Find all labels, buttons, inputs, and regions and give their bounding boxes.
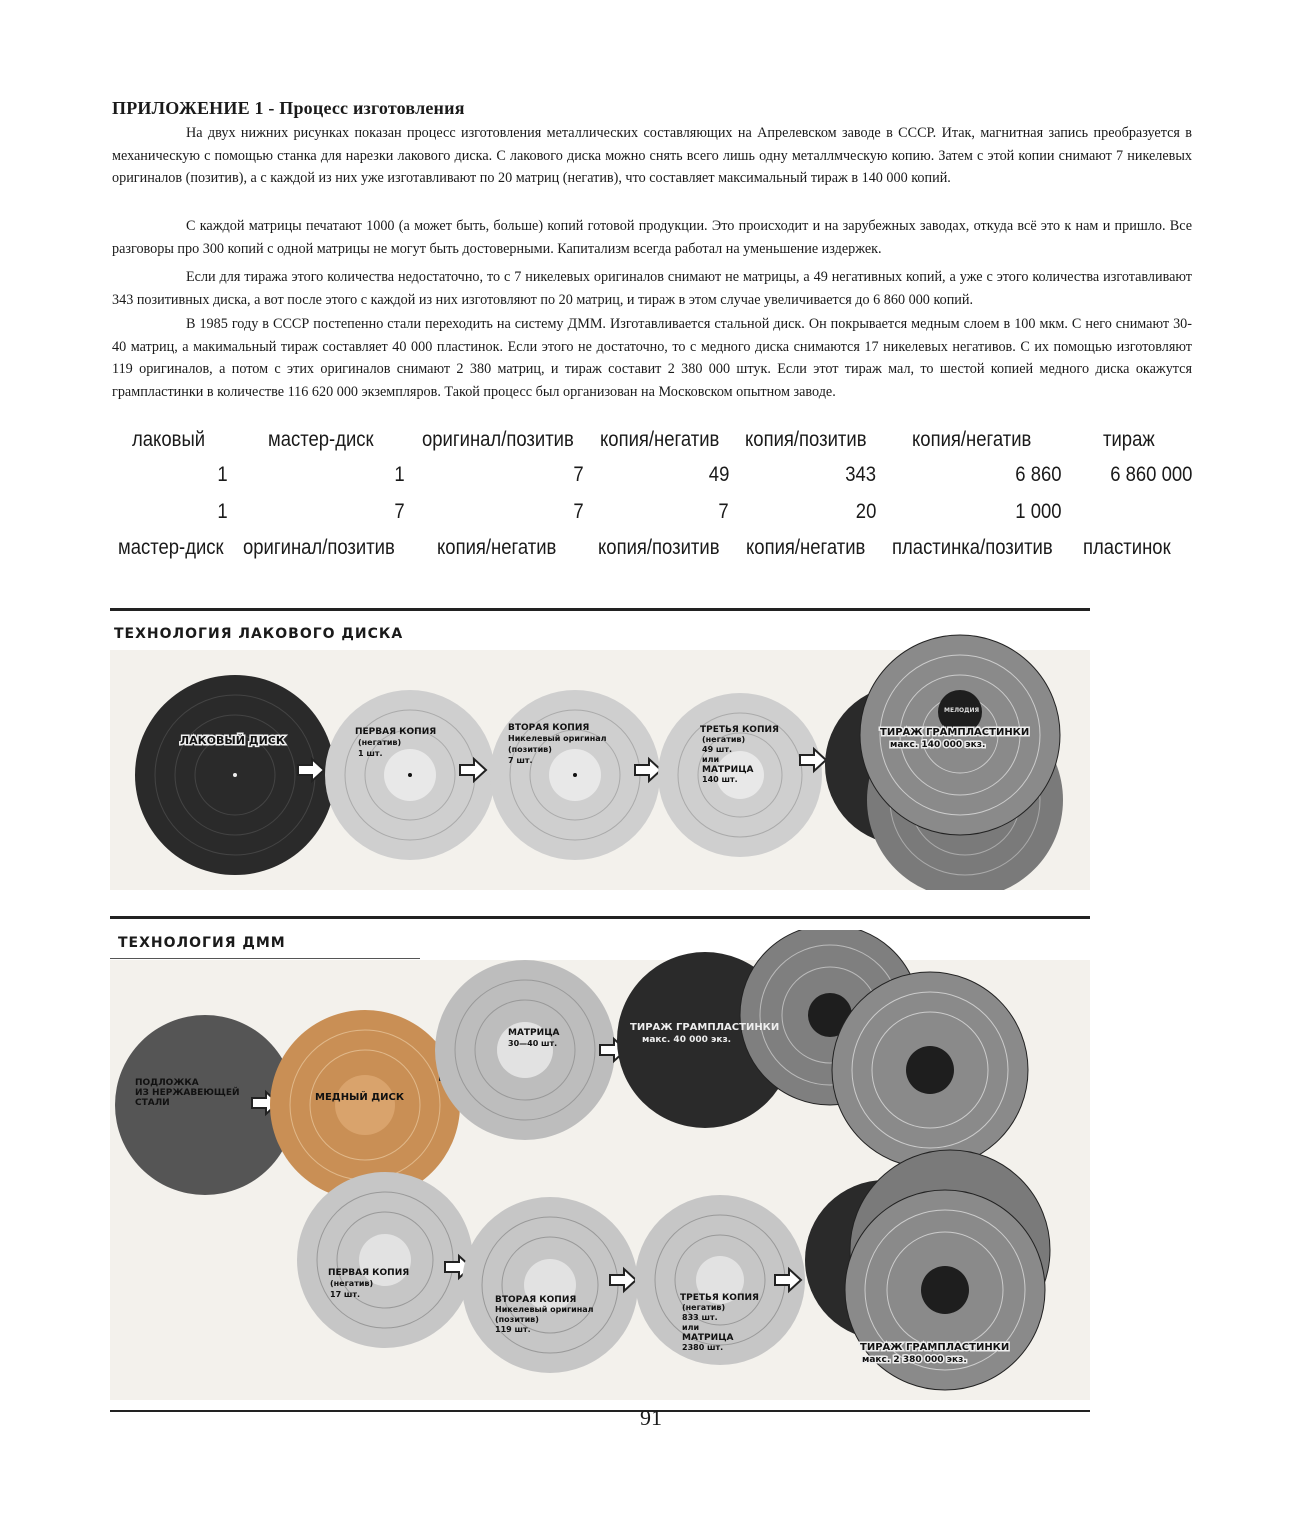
dmm-copy2-label: ВТОРАЯ КОПИЯ	[495, 1295, 577, 1305]
disc-dmm-copy1	[297, 1172, 473, 1348]
table-cell: 6 860 000	[1109, 463, 1192, 486]
figure1-diagram	[110, 620, 1090, 890]
copy2-label: ВТОРАЯ КОПИЯ	[508, 723, 590, 733]
dmm-copy1-label: ПЕРВАЯ КОПИЯ	[328, 1268, 410, 1278]
table-cell: 1	[394, 463, 405, 486]
paragraph-2: С каждой матрицы печатают 1000 (а может быть, больше) копий готовой продукции. Это происходит и на зарубежных заводах, откуда всё это к нам и пришло. Все разговоры про 300 копий с одной матрицы не могут быть достоверными. Капитализм всегда работал на уменьшение издержек.	[112, 218, 1192, 257]
table-cell: 1 000	[1015, 500, 1062, 523]
table-header-bottom	[0, 536, 1302, 570]
label-brand: МЕЛОДИЯ	[944, 707, 980, 714]
copy3-matrix-qty: 140 шт.	[702, 775, 738, 784]
table-cell: 1	[217, 500, 228, 523]
table-cell: пластинка/позитив	[892, 536, 1053, 559]
dmm-copy3-matrix: МАТРИЦА	[682, 1333, 734, 1343]
copy2-sub2: (позитив)	[508, 745, 552, 754]
substrate-label3: СТАЛИ	[135, 1098, 170, 1108]
run1-qty: макс. 40 000 экз.	[642, 1035, 732, 1045]
table-cell: 7	[573, 500, 584, 523]
run-qty: макс. 140 000 экз.	[890, 740, 986, 750]
table-cell: пластинок	[1083, 536, 1171, 559]
table-cell: оригинал/позитив	[243, 536, 395, 559]
copy3-sub: (негатив)	[702, 735, 746, 744]
paragraph-4: В 1985 году в СССР постепенно стали переходить на систему ДММ. Изготавливается стальной диск. Он покрывается медным слоем в 100 мкм. С него снимают 30-40 матриц, а макимальный тираж составляет 40 000 пластинок. Если этого не достаточно, то с медного диска снимаются 17 никелевых негативов. С их помощью изготовляют 119 оригиналов, а потом с этих оригиналов снимают 2 380 матриц, и тираж составит 2 380 000 штук. Если этот тираж мал, то шестой копией медного диска окажутся грампластинки в количестве 116 620 000 экземпляров. Такой процесс был организован на Московском опытном заводе.	[112, 316, 1192, 400]
dmm-copy2-sub2: (позитив)	[495, 1315, 539, 1324]
figure2-title: ТЕХНОЛОГИЯ ДММ	[118, 935, 286, 951]
table-cell: 343	[845, 463, 876, 486]
copy3-qty: 49 шт.	[702, 745, 733, 754]
run1-label: ТИРАЖ ГРАМПЛАСТИНКИ	[630, 1022, 780, 1033]
table-cell: 20	[855, 500, 876, 523]
copy3-or: или	[702, 755, 720, 764]
copy2-qty: 7 шт.	[508, 756, 533, 765]
table-cell: 7	[394, 500, 405, 523]
table-row-2	[0, 500, 1302, 534]
disc-matrix	[435, 960, 615, 1140]
copy1-sub: (негатив)	[358, 738, 402, 747]
table-cell: 49	[708, 463, 729, 486]
copy1-label: ПЕРВАЯ КОПИЯ	[355, 727, 437, 737]
figure2-diagram	[110, 930, 1090, 1400]
table-cell: тираж	[1103, 428, 1155, 451]
run2-qty: макс. 2 380 000 экз.	[862, 1355, 967, 1365]
dmm-copy3-matrix-qty: 2380 шт.	[682, 1343, 724, 1352]
dmm-copy3-label: ТРЕТЬЯ КОПИЯ	[680, 1293, 759, 1303]
copper-label: МЕДНЫЙ ДИСК	[315, 1092, 405, 1103]
matrix-label: МАТРИЦА	[508, 1028, 560, 1038]
table-cell: копия/негатив	[600, 428, 720, 451]
table-cell: 6 860	[1015, 463, 1062, 486]
dmm-copy3-or: или	[682, 1323, 700, 1332]
paragraph-3: Если для тиража этого количества недостаточно, то с 7 никелевых оригиналов снимают не матрицы, а 49 негативных копий, а уже с этого количества изготавливают 343 позитивных диска, а вот после этого с каждой из них изготовляют по 20 матриц, и тираж в этом случае увеличивается до 6 860 000 копий.	[112, 269, 1192, 308]
copy1-qty: 1 шт.	[358, 749, 383, 758]
run-label: ТИРАЖ ГРАМПЛАСТИНКИ	[880, 727, 1030, 738]
dmm-copy2-sub: Никелевый оригинал	[495, 1305, 594, 1314]
table-cell: 7	[573, 463, 584, 486]
table-cell: мастер-диск	[268, 428, 374, 451]
disc-copy3	[658, 693, 822, 857]
dmm-copy3-sub: (негатив)	[682, 1303, 726, 1312]
disc-copper	[270, 1010, 460, 1200]
figure1-top-rule	[110, 608, 1090, 611]
disc-lacquer-label: ЛАКОВЫЙ ДИСК	[180, 734, 285, 747]
table-cell: 1	[217, 463, 228, 486]
copy3-label: ТРЕТЬЯ КОПИЯ	[700, 725, 779, 735]
substrate-label2: ИЗ НЕРЖАВЕЮЩЕЙ	[135, 1088, 240, 1098]
copy3-matrix: МАТРИЦА	[702, 765, 754, 775]
dmm-copy2-qty: 119 шт.	[495, 1325, 531, 1334]
page-number: 91	[640, 1405, 662, 1430]
figure1-title: ТЕХНОЛОГИЯ ЛАКОВОГО ДИСКА	[114, 626, 404, 642]
dmm-copy1-qty: 17 шт.	[330, 1290, 361, 1299]
table-cell: мастер-диск	[118, 536, 224, 559]
substrate-label1: ПОДЛОЖКА	[135, 1078, 199, 1088]
table-cell: копия/позитив	[745, 428, 867, 451]
table-cell: копия/негатив	[437, 536, 557, 559]
table-cell: копия/негатив	[912, 428, 1032, 451]
dmm-copy1-sub: (негатив)	[330, 1279, 374, 1288]
table-cell: оригинал/позитив	[422, 428, 574, 451]
table-row-1	[0, 463, 1302, 497]
page-heading: ПРИЛОЖЕНИЕ 1 - Процесс изготовления	[112, 98, 465, 118]
run2-label: ТИРАЖ ГРАМПЛАСТИНКИ	[860, 1342, 1010, 1353]
paragraph-1: На двух нижних рисунках показан процесс изготовления металлических составляющих на Апрелевском заводе в СССР. Итак, магнитная запись преобразуется в механическую с помощью станка для нарезки лакового диска. С лакового диска можно снять всего лишь одну металлмческую копию. Затем с этой копии снимают 7 никелевых оригиналов (позитив), а с каждой из них уже изготавливают по 20 матриц (негатив), что составляет максимальный тираж в 140 000 копий.	[112, 125, 1192, 186]
dmm-copy3-qty: 833 шт.	[682, 1313, 718, 1322]
table-cell: лаковый	[132, 428, 206, 451]
copy2-sub: Никелевый оригинал	[508, 734, 607, 743]
table-header-top	[0, 428, 1302, 462]
figure1-bottom-rule	[110, 916, 1090, 919]
matrix-qty: 30—40 шт.	[508, 1039, 558, 1048]
table-cell: копия/негатив	[746, 536, 866, 559]
table-cell: 7	[718, 500, 729, 523]
table-cell: копия/позитив	[598, 536, 720, 559]
